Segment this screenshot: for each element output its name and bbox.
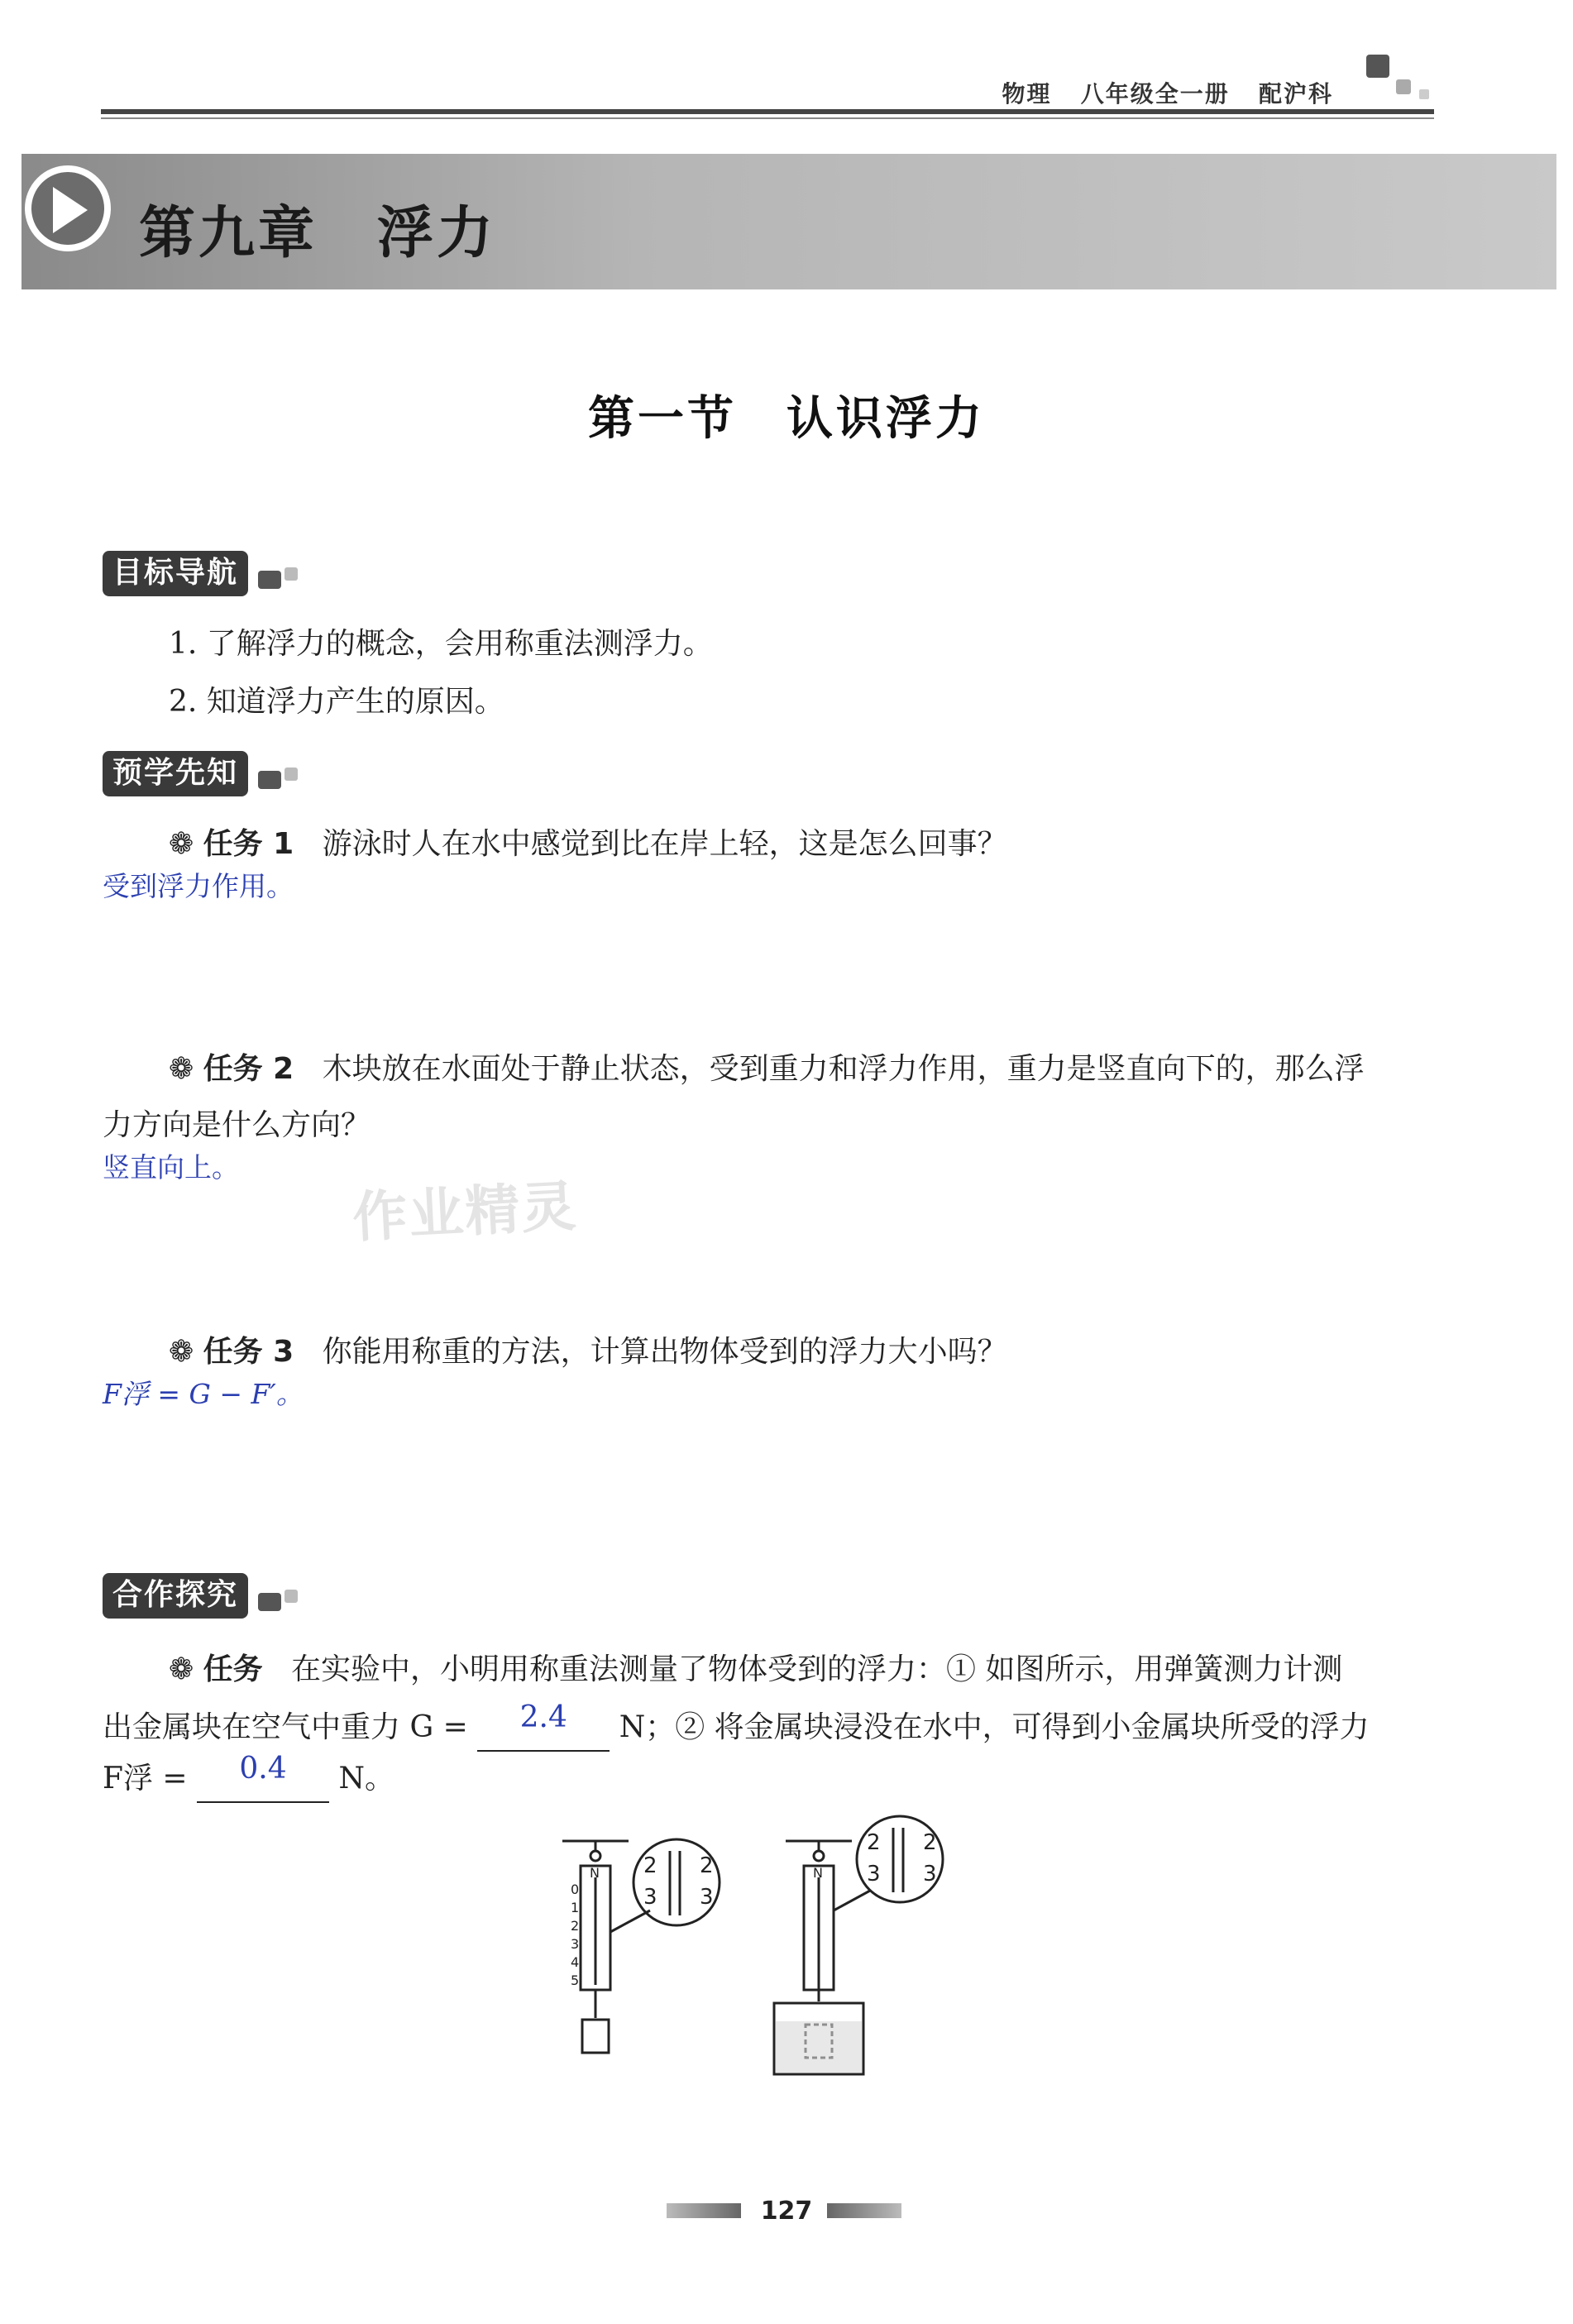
tag-decor: [284, 567, 298, 581]
task-label: 任务 3: [203, 1335, 294, 1369]
zoom-tick: 2: [867, 1830, 881, 1855]
task-label: 任务 2: [203, 1052, 294, 1086]
tag-decor: [258, 1593, 281, 1611]
watermark: 作业精灵: [351, 1174, 580, 1250]
section-title: 第一节 认识浮力: [588, 392, 985, 446]
chapter-title: 第九章 浮力: [139, 201, 497, 266]
task-label: 任务 1: [203, 827, 294, 861]
task-answer: 竖直向上。: [103, 1151, 239, 1184]
header-subject: 物理: [1002, 80, 1052, 108]
task-question-cont: 力方向是什么方向？: [103, 1108, 371, 1142]
explore-text: 出金属块在空气中重力 G =: [103, 1710, 468, 1744]
header-decor-square: [1396, 79, 1411, 94]
header-edition: 配沪科: [1258, 80, 1333, 108]
zoom-tick: 3: [923, 1862, 937, 1886]
task-2: [169, 1047, 1365, 1092]
scale-tick: 5: [571, 1973, 580, 1988]
gear-icon: ❁: [169, 1652, 194, 1686]
task-question: 木块放在水面处于静止状态，受到重力和浮力作用，重力是竖直向下的，那么浮: [322, 1052, 1365, 1086]
header-grade: 八年级全一册: [1080, 80, 1230, 108]
hook: [590, 1851, 600, 1861]
tag-decor: [284, 1590, 298, 1603]
zoom-tick: 3: [700, 1885, 714, 1910]
water: [776, 2021, 862, 2073]
goals-tag: 目标导航: [103, 551, 248, 596]
spring-scale-figure: [538, 1811, 1001, 2084]
zoom-circle: [857, 1816, 943, 1902]
preview-tag: 预学先知: [103, 751, 248, 796]
page-number: 127: [760, 2197, 813, 2226]
scale-unit: N: [813, 1865, 823, 1881]
explore-line-2: [103, 1700, 1370, 1752]
task-1: [169, 822, 1007, 867]
task-answer: 受到浮力作用。: [103, 870, 294, 902]
answer-blank: [197, 1752, 329, 1803]
task-label: 任务: [203, 1652, 263, 1686]
gear-icon: ❁: [169, 1335, 194, 1369]
explore-text: N。: [338, 1762, 395, 1796]
gear-icon: ❁: [169, 1052, 194, 1086]
explore-text: 在实验中，小明用称重法测量了物体受到的浮力：① 如图所示，用弹簧测力计测: [290, 1652, 1343, 1686]
blank-answer: 0.4: [239, 1752, 287, 1786]
scale-tick: 1: [571, 1900, 580, 1915]
explore-tag-group: [103, 1571, 248, 1614]
task-answer: F浮 = G − F′。: [103, 1378, 304, 1410]
zoom-tick: 2: [643, 1853, 657, 1878]
zoom-tick: 3: [867, 1862, 881, 1886]
zoom-tick: 2: [923, 1830, 937, 1855]
goal-item: 2. 知道浮力产生的原因。: [169, 685, 504, 719]
explore-tag: 合作探究: [103, 1573, 248, 1619]
scale-tick: 0: [571, 1882, 580, 1897]
scale-tick: 3: [571, 1936, 580, 1952]
scale-tick: 2: [571, 1918, 580, 1934]
zoom-tick: 2: [700, 1853, 714, 1878]
blank-answer: 2.4: [519, 1700, 567, 1734]
task-question: 你能用称重的方法，计算出物体受到的浮力大小吗？: [322, 1335, 1007, 1369]
running-header: [1002, 76, 1333, 109]
header-decor-square: [1366, 55, 1389, 78]
page-number-bar-right: [827, 2203, 901, 2218]
metal-block: [582, 2020, 609, 2053]
goal-item: 1. 了解浮力的概念，会用称重法测浮力。: [169, 627, 713, 661]
explore-line-3: [103, 1752, 395, 1803]
hook: [814, 1851, 824, 1861]
explore-line-1: [169, 1647, 1342, 1692]
answer-blank: [477, 1700, 610, 1752]
tag-decor: [284, 767, 298, 781]
goals-tag-group: [103, 549, 248, 591]
task-question: 游泳时人在水中感觉到比在岸上轻，这是怎么回事？: [322, 827, 1007, 861]
header-decor-square: [1419, 89, 1429, 99]
play-triangle-icon: [53, 187, 88, 233]
scale-unit: N: [590, 1865, 600, 1881]
tag-decor: [258, 771, 281, 789]
zoom-tick: 3: [643, 1885, 657, 1910]
header-rule-thin: [101, 117, 1434, 119]
explore-text: F浮 =: [103, 1762, 188, 1796]
task-3: [169, 1330, 1007, 1375]
tag-decor: [258, 571, 281, 589]
preview-tag-group: [103, 749, 248, 791]
header-rule: [101, 109, 1434, 114]
gear-icon: ❁: [169, 827, 194, 861]
explore-text: N；② 将金属块浸没在水中，可得到小金属块所受的浮力: [619, 1710, 1370, 1744]
scale-tick: 4: [571, 1954, 580, 1970]
